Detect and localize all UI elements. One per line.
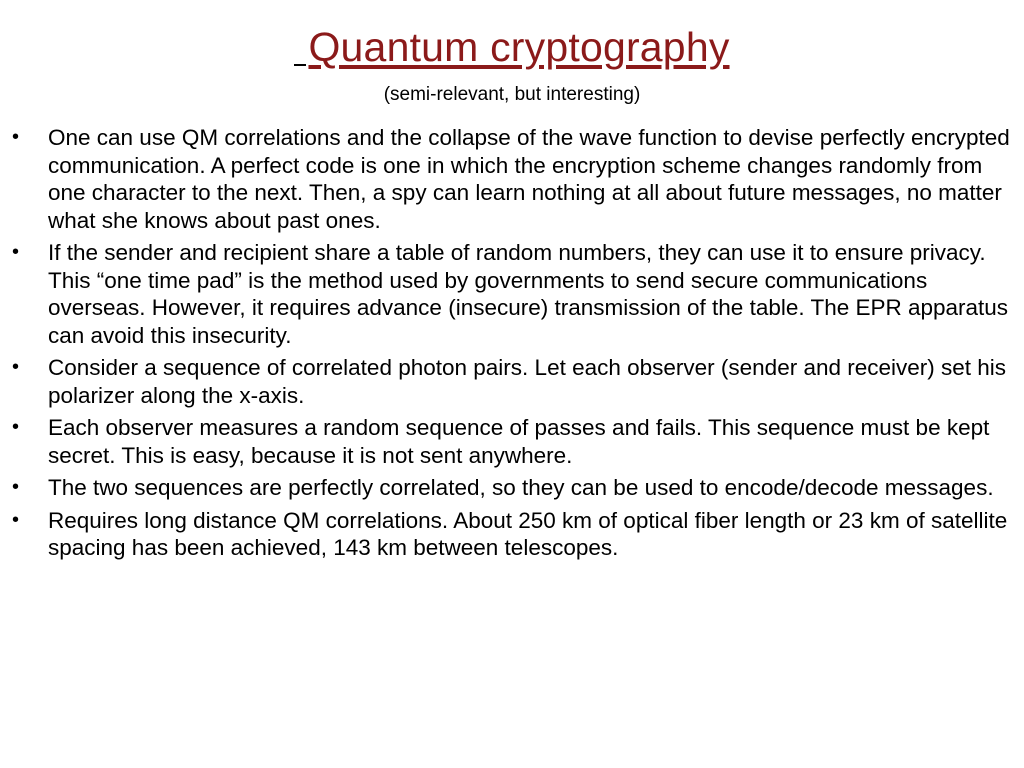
bullet-text: One can use QM correlations and the collapse of the wave function to devise perfectly encrypted communication. A perfect code is one in which the encryption scheme changes randomly from one character to the next. Then, a spy can learn nothing at all about future messages, no matter what she knows about past ones. (48, 125, 1010, 233)
slide-title: Quantum cryptography (308, 24, 730, 70)
bullet-dot-icon: • (12, 241, 20, 263)
bullet-list (8, 124, 1016, 567)
bullet-dot-icon: • (12, 476, 20, 498)
bullet-text: The two sequences are perfectly correlated, so they can be used to encode/decode messages. (48, 475, 994, 500)
bullet-dot-icon: • (12, 126, 20, 148)
bullet-dot-icon: • (12, 508, 20, 531)
bullet-text: Each observer measures a random sequence of passes and fails. This sequence must be kept secret. This is easy, because it is not sent anywhere. (48, 415, 990, 468)
title-container (0, 22, 1024, 72)
bullet-item-2 (8, 239, 1016, 349)
bullet-item-6 (8, 507, 1016, 562)
slide-subtitle: (semi-relevant, but interesting) (383, 84, 641, 105)
bullet-item-3 (8, 354, 1016, 409)
bullet-dot-icon: • (12, 416, 20, 438)
bullet-dot-icon: • (12, 356, 20, 378)
title-underline-lead (294, 22, 306, 66)
bullet-item-5 (8, 474, 1016, 502)
bullet-item-1 (8, 124, 1016, 234)
bullet-text: Consider a sequence of correlated photon pairs. Let each observer (sender and receiver) set his polarizer along the x-axis. (48, 355, 1007, 408)
bullet-text: If the sender and recipient share a table of random numbers, they can use it to ensure privacy. This “one time pad” is the method used by governments to send secure communications overseas. However, it requires advance (insecure) transmission of the table. The EPR apparatus can avoid this insecurity. (48, 240, 1009, 348)
bullet-item-4 (8, 414, 1016, 469)
bullet-text: Requires long distance QM correlations. About 250 km of optical fiber length or 23 km of satellite spacing has been achieved, 143 km between telescopes. (48, 507, 1008, 560)
